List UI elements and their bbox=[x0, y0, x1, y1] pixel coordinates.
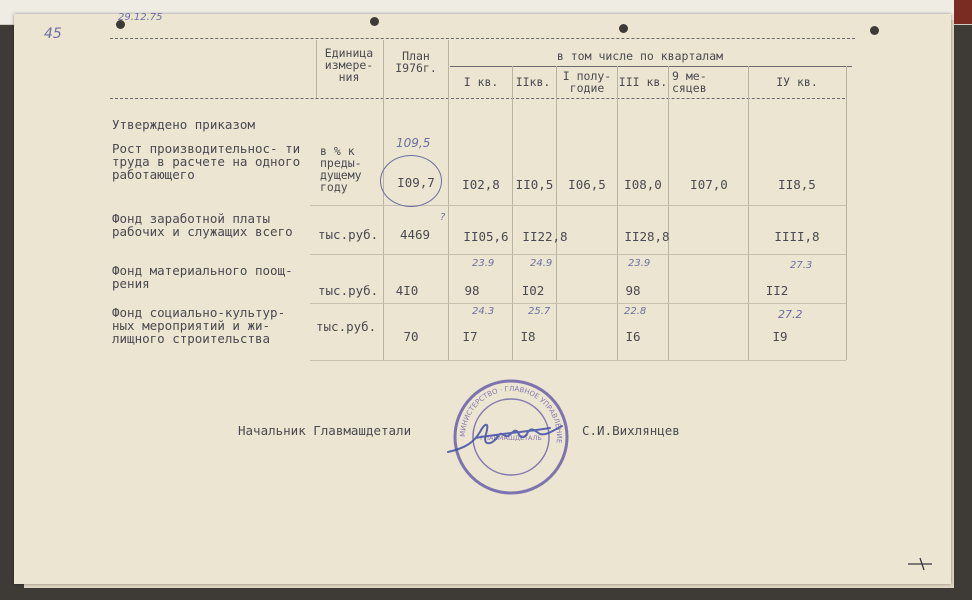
col-rule bbox=[316, 40, 317, 98]
row4-unit: тыс.руб. bbox=[316, 319, 377, 334]
row2-plan-note: ? bbox=[440, 212, 446, 223]
header-plan: План I976г. bbox=[395, 49, 437, 75]
stamp-ring-text: МИНИСТЕРСТВО · ГЛАВНОЕ УПРАВЛЕНИЕ bbox=[458, 384, 564, 444]
row-rule bbox=[310, 360, 846, 361]
col-rule bbox=[748, 66, 749, 360]
row3-unit: тыс.руб. bbox=[318, 283, 379, 298]
row3-q3-note: 23.9 bbox=[628, 258, 651, 269]
row4-q4: I9 bbox=[772, 329, 788, 344]
row2-label: Фонд заработной платы рабочих и служащих всего bbox=[112, 211, 293, 239]
row-rule bbox=[310, 254, 846, 255]
row2-q3: II28,8 bbox=[624, 229, 670, 244]
header-q3: III кв. bbox=[618, 75, 668, 89]
row1-plan: I09,7 bbox=[397, 175, 435, 190]
col-rule bbox=[556, 66, 557, 360]
row1-plan-note: 109,5 bbox=[396, 136, 431, 150]
col-rule bbox=[383, 40, 384, 360]
col-rule bbox=[846, 66, 847, 360]
page-number-handwritten: 45 bbox=[44, 26, 62, 42]
row2-q4: IIII,8 bbox=[774, 229, 820, 244]
row2-unit: тыс.руб. bbox=[318, 227, 379, 242]
row3-q1-note: 23.9 bbox=[472, 258, 495, 269]
header-q1: I кв. bbox=[463, 75, 499, 89]
row3-q3: 98 bbox=[625, 283, 641, 298]
row4-q1: I7 bbox=[462, 329, 478, 344]
signatory-title: Начальник Главмашдетали bbox=[238, 423, 412, 438]
punch-hole bbox=[619, 24, 628, 33]
signatory-name: С.И.Вихлянцев bbox=[582, 423, 680, 438]
header-dash-top bbox=[110, 38, 855, 39]
row4-q2-note: 25.7 bbox=[528, 306, 551, 317]
row2-q1: II05,6 bbox=[463, 229, 509, 244]
stamp-center-text: ГЛАВМАШДЕТАЛЬ bbox=[480, 434, 542, 442]
col-rule bbox=[617, 66, 618, 360]
header-quarters: в том числе по кварталам bbox=[556, 49, 724, 63]
row3-q4-note: 27.3 bbox=[790, 260, 813, 271]
punch-hole bbox=[370, 17, 379, 26]
row4-label: Фонд социально-культур- ных мероприятий и жи- лищного строительства bbox=[112, 305, 286, 346]
top-date-mark: 29.12.75 bbox=[118, 12, 163, 23]
header-q2: IIкв. bbox=[515, 75, 551, 89]
row4-q2: I8 bbox=[520, 329, 536, 344]
row4-q4-note: 27.2 bbox=[778, 308, 803, 321]
row1-h1: I06,5 bbox=[568, 177, 606, 192]
row4-plan: 70 bbox=[403, 329, 419, 344]
row1-q1: I02,8 bbox=[462, 177, 500, 192]
row3-q4: II2 bbox=[765, 283, 789, 298]
row2-plan: 4469 bbox=[399, 227, 431, 242]
row1-q2: II0,5 bbox=[515, 177, 554, 192]
row4-q1-note: 24.3 bbox=[472, 306, 495, 317]
row3-q1: 98 bbox=[464, 283, 480, 298]
signature-scribble-icon bbox=[446, 412, 576, 466]
col-rule bbox=[512, 66, 513, 360]
row4-q3: I6 bbox=[625, 329, 641, 344]
header-h1: I полу- годие bbox=[562, 69, 612, 95]
corner-pencil-mark-icon bbox=[906, 556, 934, 576]
header-unit: Единица измере- ния bbox=[324, 46, 374, 84]
row3-plan: 4I0 bbox=[395, 283, 419, 298]
header-q4: IУ кв. bbox=[776, 75, 818, 89]
row3-label: Фонд материального поощ- рения bbox=[112, 263, 293, 291]
header-m9: 9 ме- сяцев bbox=[672, 69, 707, 95]
row4-q3-note: 22.8 bbox=[624, 306, 647, 317]
row1-label: Рост производительнос- ти труда в расчете на одного работающего bbox=[112, 141, 301, 182]
row3-q2: I02 bbox=[521, 283, 545, 298]
col-rule bbox=[668, 66, 669, 360]
row2-q2: II22,8 bbox=[522, 229, 568, 244]
row-rule bbox=[310, 303, 846, 304]
col-rule bbox=[448, 40, 449, 360]
punch-hole bbox=[870, 26, 879, 35]
quarters-underline bbox=[450, 66, 852, 67]
row-rule bbox=[310, 205, 846, 206]
row3-q2-note: 24.9 bbox=[530, 258, 553, 269]
row1-q3: I08,0 bbox=[624, 177, 662, 192]
header-dash-bottom bbox=[110, 98, 845, 99]
row1-q4: II8,5 bbox=[778, 177, 816, 192]
row1-m9: I07,0 bbox=[690, 177, 728, 192]
approved-note: Утверждено приказом bbox=[112, 117, 255, 132]
row1-unit: в % к преды- дущему году bbox=[320, 144, 362, 194]
